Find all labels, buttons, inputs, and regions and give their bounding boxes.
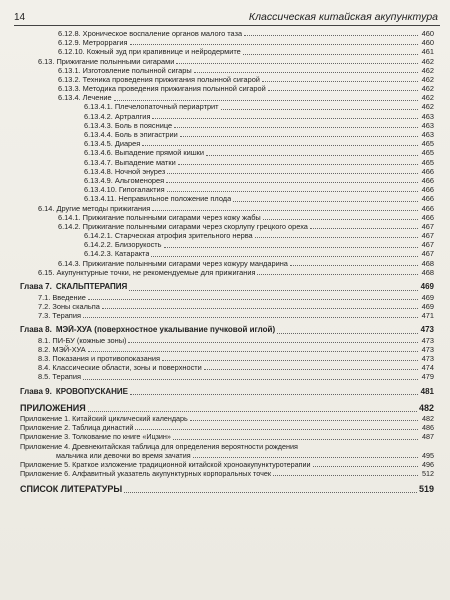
toc-entry — [20, 268, 434, 277]
entry-title: МЭЙ-ХУА (поверхностное укалывание пучковой иглой) — [55, 325, 276, 335]
entry-page-number: 469 — [420, 282, 434, 292]
entry-page-number: 463 — [421, 111, 434, 121]
leader-dots — [135, 429, 418, 430]
leader-dots — [255, 237, 418, 238]
entry-page-number: 482 — [422, 414, 434, 424]
entry-title: 6.13.4.4. Боль в эпигастрии — [84, 130, 178, 140]
toc-appendix-entry — [20, 423, 434, 432]
entry-title: 6.13.4.2. Артралгия — [84, 111, 151, 121]
leader-dots — [129, 290, 418, 291]
running-header — [14, 10, 440, 26]
leader-dots — [263, 219, 418, 220]
toc-entry — [20, 213, 434, 222]
leader-dots — [162, 360, 418, 361]
entry-page-number: 469 — [421, 292, 434, 302]
toc-entry — [20, 372, 434, 381]
entry-page-number: 467 — [421, 221, 434, 231]
entry-title: Приложение 4. Древнекитайская таблица для определения вероятности рождения — [20, 441, 298, 451]
entry-title: 8.4. Классические области, зоны и поверхности — [38, 363, 202, 373]
toc-entry — [20, 363, 434, 372]
running-title: Классическая китайская акупунктура — [248, 11, 438, 23]
toc-entry — [20, 259, 434, 268]
entry-page-number: 466 — [421, 212, 434, 222]
entry-page-number: 462 — [421, 93, 434, 103]
entry-title: 6.13. Прижигание полынными сигарами — [38, 56, 175, 66]
leader-dots — [83, 379, 418, 380]
leader-dots — [313, 466, 418, 467]
entry-page-number: 467 — [421, 231, 434, 241]
entry-page-number: 466 — [421, 175, 434, 185]
entry-title: 8.2. МЭЙ-ХУА — [38, 344, 86, 354]
entry-title: 6.14.2.1. Старческая атрофия зрительного нерва — [84, 231, 253, 241]
toc-appendix-entry — [20, 432, 434, 441]
toc-entry — [20, 158, 434, 167]
entry-title: 6.14.1. Прижигание полынными сигарами через кожу жабы — [58, 212, 261, 222]
toc-entry — [20, 148, 434, 157]
entry-title: мальчика или девочки во время зачатия — [56, 450, 191, 460]
toc-entry — [20, 130, 434, 139]
toc-entry — [20, 38, 434, 47]
page-number: 14 — [14, 12, 26, 23]
toc-entry-continuation — [20, 451, 434, 460]
entry-title: 6.13.4.6. Выпадение прямой кишки — [84, 148, 205, 158]
leader-dots — [130, 44, 418, 45]
toc-entry — [20, 75, 434, 84]
entry-title: 6.14.3. Прижигание полынными сигарами через кожуру мандарина — [58, 258, 288, 268]
entry-title: 7.2. Зоны скальпа — [38, 301, 100, 311]
toc-entry — [20, 185, 434, 194]
chapter-number: Глава 8. — [20, 325, 52, 335]
toc-entry — [20, 139, 434, 148]
entry-title: 6.13.4.9. Альгоменорея — [84, 175, 165, 185]
leader-dots — [243, 54, 418, 55]
entry-page-number: 460 — [421, 38, 434, 48]
leader-dots — [164, 247, 418, 248]
leader-dots — [194, 72, 418, 73]
entry-title: 8.3. Показания и противопоказания — [38, 353, 160, 363]
entry-page-number: 468 — [421, 258, 434, 268]
leader-dots — [176, 63, 418, 64]
leader-dots — [262, 81, 418, 82]
entry-page-number: 465 — [421, 139, 434, 149]
entry-title: 6.12.9. Метроррагия — [58, 38, 128, 48]
leader-dots — [180, 136, 418, 137]
toc-entry — [20, 93, 434, 102]
entry-title: 6.13.1. Изготовление полынной сигары — [58, 65, 192, 75]
chapter-number: Глава 9. — [20, 386, 52, 396]
entry-title: 6.13.4.1. Плечелопаточный периартрит — [84, 102, 219, 112]
leader-dots — [167, 173, 418, 174]
entry-title: 6.14.2.3. Катаракта — [84, 249, 150, 259]
leader-dots — [190, 420, 418, 421]
entry-page-number: 466 — [421, 203, 434, 213]
entry-title: 6.13.4.3. Боль в пояснице — [84, 120, 173, 130]
entry-page-number: 487 — [422, 432, 434, 442]
leader-dots — [273, 475, 418, 476]
entry-page-number: 512 — [422, 469, 434, 479]
leader-dots — [128, 342, 418, 343]
entry-title: 6.15. Акупунктурные точки, не рекомендуемые для прижигания — [38, 267, 256, 277]
entry-title: Приложение 6. Алфавитный указатель акупунктурных корпоральных точек — [20, 469, 271, 479]
leader-dots — [310, 228, 418, 229]
toc-appendix-entry — [20, 414, 434, 423]
leader-dots — [88, 351, 418, 352]
entry-page-number: 462 — [421, 84, 434, 94]
entry-page-number: 471 — [421, 310, 434, 320]
entry-title: 6.13.2. Техника проведения прижигания полынной сигарой — [58, 74, 260, 84]
toc-entry — [20, 293, 434, 302]
entry-title: Приложение 5. Краткое изложение традиционной китайской хроноакупунктуротерапии — [20, 459, 311, 469]
entry-page-number: 462 — [421, 65, 434, 75]
toc-entry — [20, 311, 434, 320]
entry-page-number: 474 — [421, 363, 434, 373]
entry-title: 7.3. Терапия — [38, 310, 81, 320]
entry-title: 6.13.4.11. Неправильное положение плода — [84, 194, 232, 204]
leader-dots — [124, 492, 417, 493]
leader-dots — [204, 369, 418, 370]
toc-entry — [20, 204, 434, 213]
leader-dots — [152, 118, 418, 119]
entry-title: СКАЛЬПТЕРАПИЯ — [55, 282, 128, 292]
leader-dots — [268, 90, 418, 91]
entry-page-number: 495 — [422, 450, 434, 460]
leader-dots — [102, 308, 418, 309]
leader-dots — [257, 274, 418, 275]
entry-page-number: 467 — [421, 249, 434, 259]
entry-page-number: 461 — [421, 47, 434, 57]
toc-entry — [20, 47, 434, 56]
toc-appendix-entry — [20, 442, 434, 451]
leader-dots — [151, 256, 418, 257]
entry-title: 6.13.4. Лечение — [58, 93, 112, 103]
entry-page-number: 481 — [420, 386, 434, 396]
leader-dots — [167, 191, 418, 192]
entry-title: 8.1. ПИ-БУ (кожные зоны) — [38, 335, 127, 345]
toc-entry — [20, 29, 434, 38]
entry-title: 6.13.3. Методика проведения прижигания полынной сигарой — [58, 84, 266, 94]
entry-page-number: 466 — [421, 185, 434, 195]
toc-entry — [20, 345, 434, 354]
toc-entry — [20, 103, 434, 112]
entry-title: 6.13.4.7. Выпадение матки — [84, 157, 176, 167]
leader-dots — [152, 210, 418, 211]
entry-page-number: 465 — [421, 157, 434, 167]
leader-dots — [130, 394, 418, 395]
entry-page-number: 466 — [421, 194, 434, 204]
toc-entry — [20, 231, 434, 240]
toc-appendix-entry — [20, 469, 434, 478]
entry-page-number: 467 — [421, 240, 434, 250]
entry-page-number: 482 — [418, 403, 434, 414]
toc-section-heading — [20, 403, 434, 414]
leader-dots — [174, 127, 418, 128]
toc-entry — [20, 84, 434, 93]
entry-page-number: 462 — [421, 102, 434, 112]
toc-entry — [20, 302, 434, 311]
leader-dots — [173, 439, 418, 440]
entry-page-number: 473 — [421, 353, 434, 363]
entry-page-number: 479 — [421, 372, 434, 382]
leader-dots — [193, 457, 418, 458]
chapter-number: Глава 7. — [20, 282, 52, 292]
leader-dots — [178, 164, 418, 165]
toc-appendix-entry — [20, 460, 434, 469]
entry-title: Приложение 3. Толкование по книге «Ицзин» — [20, 432, 171, 442]
entry-title: ПРИЛОЖЕНИЯ — [20, 403, 86, 414]
toc-entry — [20, 240, 434, 249]
entry-title: 6.13.4.10. Гипогалактия — [84, 185, 165, 195]
entry-title: 6.14.2. Прижигание полынными сигарами через скорлупу грецкого ореха — [58, 221, 308, 231]
toc-entry — [20, 354, 434, 363]
leader-dots — [142, 145, 418, 146]
leader-dots — [244, 35, 418, 36]
leader-dots — [114, 100, 418, 101]
leader-dots — [206, 155, 418, 156]
leader-dots — [83, 317, 418, 318]
entry-page-number: 496 — [422, 459, 434, 469]
entry-page-number: 466 — [421, 166, 434, 176]
leader-dots — [277, 333, 418, 334]
toc-chapter — [20, 282, 434, 293]
entry-page-number: 462 — [421, 74, 434, 84]
entry-title: 6.13.4.8. Ночной энурез — [84, 166, 166, 176]
toc-entry — [20, 250, 434, 259]
entry-title: 7.1. Введение — [38, 292, 86, 302]
leader-dots — [221, 109, 418, 110]
entry-title: 6.12.10. Кожный зуд при крапивнице и нейродермите — [58, 47, 241, 57]
entry-page-number: 465 — [421, 148, 434, 158]
toc-entry — [20, 176, 434, 185]
toc-entry — [20, 336, 434, 345]
entry-page-number: 460 — [421, 28, 434, 38]
toc-entry — [20, 121, 434, 130]
entry-title: 6.14.2.2. Близорукость — [84, 240, 162, 250]
leader-dots — [290, 265, 418, 266]
entry-page-number: 468 — [421, 267, 434, 277]
toc-entry — [20, 66, 434, 75]
toc-entry — [20, 194, 434, 203]
leader-dots — [233, 201, 418, 202]
entry-page-number: 519 — [418, 484, 434, 495]
entry-title: 6.13.4.5. Диарея — [84, 139, 141, 149]
entry-title: СПИСОК ЛИТЕРАТУРЫ — [20, 484, 123, 495]
entry-page-number: 486 — [422, 423, 434, 433]
entry-title: 8.5. Терапия — [38, 372, 81, 382]
entry-title: 6.14. Другие методы прижигания — [38, 203, 151, 213]
entry-title: Приложение 1. Китайский циклический календарь — [20, 414, 188, 424]
toc-chapter — [20, 325, 434, 336]
toc-chapter — [20, 387, 434, 398]
entry-title: Приложение 2. Таблица династий — [20, 423, 134, 433]
entry-page-number: 463 — [421, 130, 434, 140]
table-of-contents — [20, 29, 434, 495]
entry-page-number: 463 — [421, 120, 434, 130]
entry-title: КРОВОПУСКАНИЕ — [55, 386, 128, 396]
toc-entry — [20, 222, 434, 231]
leader-dots — [88, 299, 418, 300]
toc-entry — [20, 57, 434, 66]
leader-dots — [88, 411, 417, 412]
leader-dots — [166, 182, 418, 183]
toc-entry — [20, 112, 434, 121]
entry-page-number: 473 — [421, 344, 434, 354]
entry-title: 6.12.8. Хроническое воспаление органов малого таза — [58, 28, 243, 38]
toc-entry — [20, 167, 434, 176]
entry-page-number: 469 — [421, 301, 434, 311]
entry-page-number: 462 — [421, 56, 434, 66]
toc-section-heading — [20, 484, 434, 495]
entry-page-number: 473 — [421, 335, 434, 345]
entry-page-number: 473 — [420, 325, 434, 335]
